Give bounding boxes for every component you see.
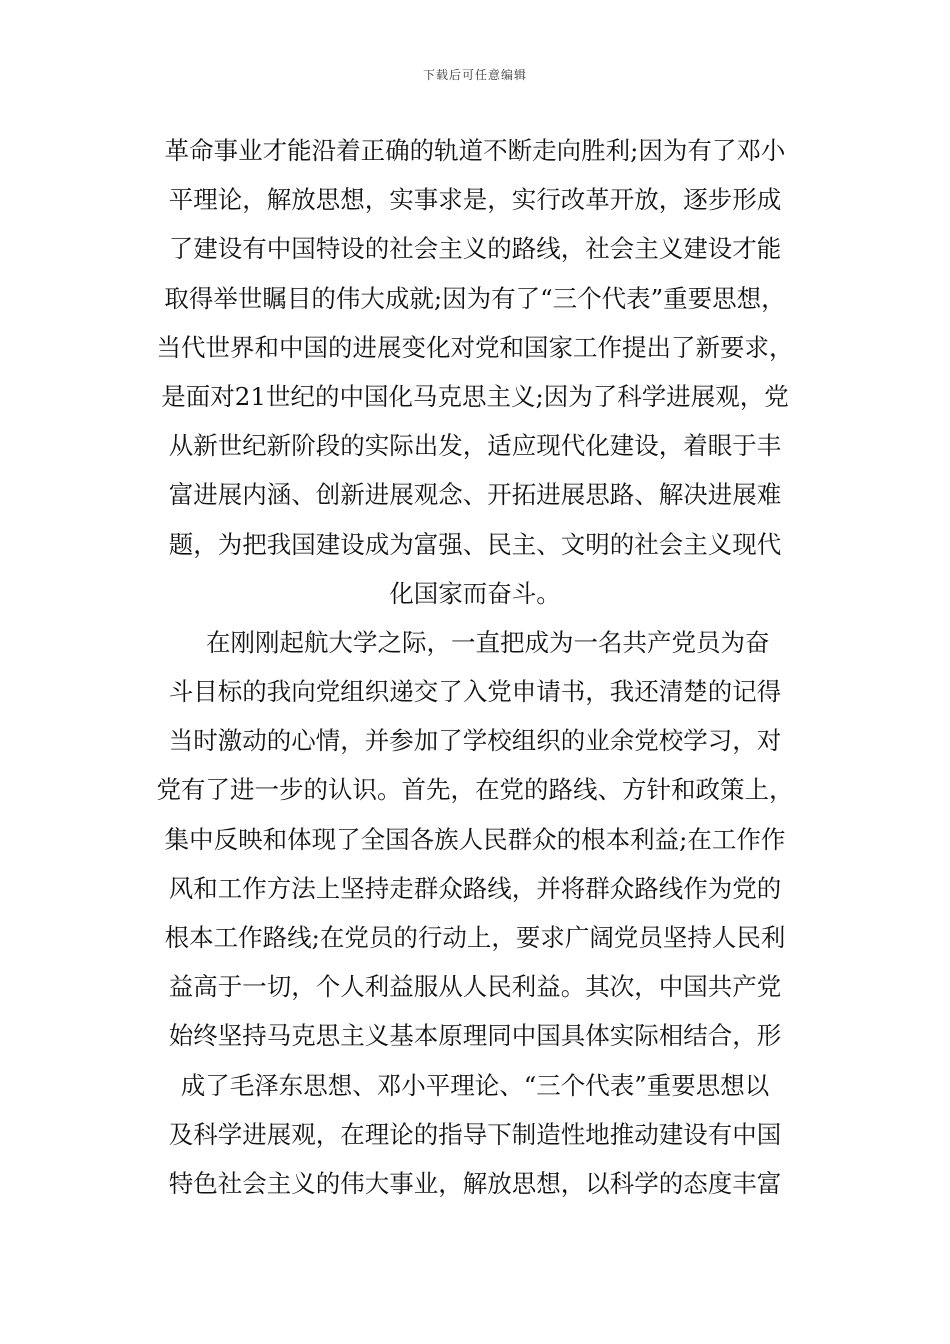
text-line: 富进展内涵、创新进展观念、开拓进展思路、解决进展难: [168, 480, 782, 510]
text-line: 取得举世瞩目的伟大成就;因为有了“三个代表”重要思想，: [164, 283, 786, 313]
paragraph-end-line: 化国家而奋斗。: [389, 578, 561, 608]
document-body: [140, 126, 810, 1208]
text-line: 集中反映和体现了全国各族人民群众的根本利益;在工作作: [164, 824, 786, 854]
text-line: 特色社会主义的伟大事业，解放思想，以科学的态度丰富: [168, 1168, 782, 1198]
text-line: 斗目标的我向党组织递交了入党申请书，我还清楚的记得: [168, 677, 782, 707]
text-line: 平理论，解放思想，实事求是，实行改革开放，逐步形成: [168, 185, 782, 215]
page-header: 下载后可任意编辑: [422, 68, 527, 82]
text-line: 当代世界和中国的进展变化对党和国家工作提出了新要求，: [156, 332, 794, 362]
text-line: 成了毛泽东思想、邓小平理论、“三个代表”重要思想以: [180, 1070, 770, 1100]
text-line: 及科学进展观，在理论的指导下制造性地推动建设有中国: [168, 1119, 782, 1149]
text-line: 风和工作方法上坚持走群众路线，并将群众路线作为党的: [168, 873, 782, 903]
text-line: 了建设有中国特设的社会主义的路线，社会主义建设才能: [168, 234, 782, 264]
text-line: 从新世纪新阶段的实际出发，适应现代化建设，着眼于丰: [168, 431, 782, 461]
text-line: 始终坚持马克思主义基本原理同中国具体实际相结合，形: [168, 1021, 782, 1051]
text-line: 是面对21世纪的中国化马克思主义;因为了科学进展观，党: [161, 381, 789, 411]
text-line: 党有了进一步的认识。首先，在党的路线、方针和政策上，: [156, 775, 794, 805]
text-line: 益高于一切，个人利益服从人民利益。其次，中国共产党: [168, 972, 782, 1002]
text-line: 题，为把我国建设成为富强、民主、文明的社会主义现代: [168, 529, 782, 559]
text-line: 革命事业才能沿着正确的轨道不断走向胜利;因为有了邓小: [164, 136, 786, 165]
text-line: 当时激动的心情，并参加了学校组织的业余党校学习，对: [168, 726, 782, 756]
text-line: 根本工作路线;在党员的行动上，要求广阔党员坚持人民利: [164, 923, 786, 952]
paragraph-start-line: 在刚刚起航大学之际，一直把成为一名共产党员为奋: [206, 627, 770, 657]
